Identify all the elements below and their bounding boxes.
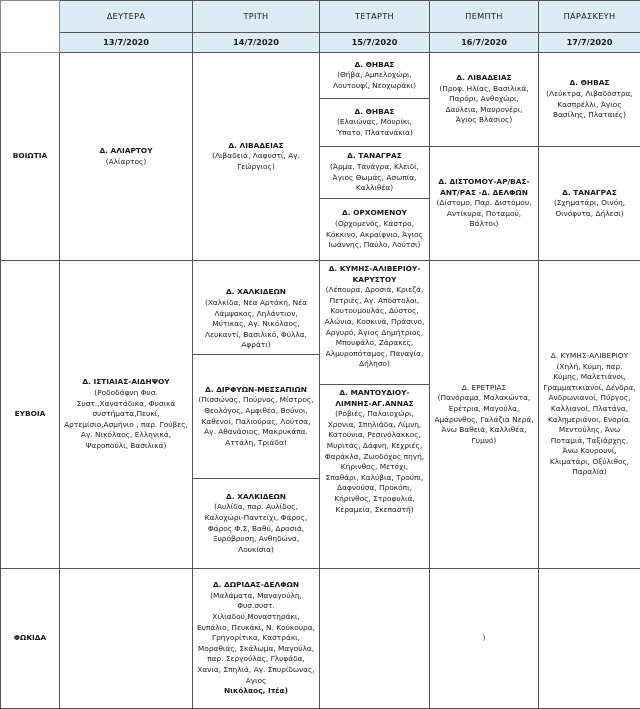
evia-fri-title: Δ. ΚΥΜΗΣ-ΑΛΙΒΕΡΙΟΥ [543, 351, 636, 362]
voiotia-wed-4-body: (Ορχομενός, Κάστρο, Κόκκινο, Ακραίφνιο, Άγιος Ιωάννης, Παύλο, Λούτσι) [324, 219, 425, 251]
evia-tue-2-title: Δ. ΔΙΡΦΥΩΝ-ΜΕΣΣΑΠΙΩΝ [197, 385, 315, 396]
evia-wed-2-body: (Ροβιές, Παλαιοχώρι, Χρονια, Σπηλιάδα, Λίμνη, Κατούνια, Ρεσινόλακκος, Μυριτάς, Δάφνη, Κεχριές, Φαράκλα, Ζωοδόχος πηγή, Κήρινθος, Μετόχι, Σπαθάρι, Καλύβια, Τρούπι, Δαφνούσα, Προκόπι, Κήρινθος, Στροφυλιά, Κεραμεία, Σκεπαστή) [324, 409, 425, 515]
evia-tue-cell-3 [193, 479, 320, 569]
region-evia: ΕΥΒΟΙΑ [1, 261, 60, 569]
day-thursday: ΠΕΜΠΤΗ [430, 1, 539, 33]
voiotia-fri-1-title: Δ. ΘΗΒΑΣ [543, 78, 636, 89]
region-voiotia: ΒΟΙΩΤΙΑ [1, 53, 60, 261]
voiotia-wed-4-title: Δ. ΟΡΧΟΜΕΝΟΥ [324, 208, 425, 219]
fokida-tuesday-cell [193, 569, 320, 709]
evia-tue-1-title: Δ. ΧΑΛΚΙΔΕΩΝ [197, 287, 315, 298]
day-friday: ΠΑΡΑΣΚΕΥΗ [539, 1, 640, 33]
corner-cell [1, 1, 60, 53]
fokida-tue-body-end: Νικόλαος, Ιτέα) [197, 686, 315, 697]
voiotia-thu-cell-1 [430, 53, 539, 147]
voiotia-tue-body: (Λιβαδειά, Λαφυστί, Αγ. Γεώργιος) [197, 151, 315, 172]
voiotia-thu-2-title: Δ. ΔΙΣΤΟΜΟΥ-ΑΡ/ΒΑΣ-ΑΝΤ/ΡΑΣ -Δ. ΔΕΛΦΩΝ [434, 177, 534, 198]
fokida-thursday-cell [430, 569, 539, 709]
evia-thu-title: Δ. ΕΡΕΤΡΙΑΣ [434, 383, 534, 394]
fokida-wednesday-cell [320, 569, 430, 709]
voiotia-wed-cell-3 [320, 147, 430, 199]
day-monday: ΔΕΥΤΕΡΑ [60, 1, 193, 33]
voiotia-row [1, 53, 640, 99]
day-wednesday: ΤΕΤΑΡΤΗ [320, 1, 430, 33]
day-header-row [1, 1, 640, 33]
voiotia-wed-1-title: Δ. ΘΗΒΑΣ [324, 60, 425, 71]
evia-monday-cell [60, 261, 193, 569]
evia-wed-2-title: Δ. ΜΑΝΤΟΥΔΙΟΥ-ΛΙΜΝΗΣ-ΑΓ.ΑΝΝΑΣ [324, 388, 425, 409]
date-header-row [1, 33, 640, 53]
voiotia-thu-2-body: (Δίστομο, Παρ. Διστόμου, Αντίκυρα, Ποταμού, Βάλτοι) [434, 198, 534, 230]
evia-row [1, 261, 640, 355]
voiotia-fri-2-body: (Σχηματάρι, Οινόη, Οινόφυτα, Δήλεσι) [543, 198, 636, 219]
voiotia-tue-title: Δ. ΛΙΒΑΔΕΙΑΣ [197, 141, 315, 152]
fokida-tue-title: Δ. ΔΩΡΙΔΑΣ-ΔΕΛΦΩΝ [197, 580, 315, 591]
voiotia-fri-2-title: Δ. ΤΑΝΑΓΡΑΣ [543, 188, 636, 199]
evia-mon-title: Δ. ΙΣΤΙΑΙΑΣ-ΑΙΔΗΨΟΥ [64, 377, 188, 388]
voiotia-wed-2-title: Δ. ΘΗΒΑΣ [324, 107, 425, 118]
evia-wed-cell-1 [320, 261, 430, 385]
evia-wed-1-title: Δ. ΚΥΜΗΣ-ΑΛΙΒΕΡΙΟΥ-ΚΑΡΥΣΤΟΥ [324, 264, 425, 285]
evia-friday-cell [539, 261, 640, 569]
fokida-tue-body: (Μαλάματα, Μαναγούλη, Φυσ.συστ. Χιλιαδού,Μοναστηράκι, Ευπάλιο, Πευκάκι, Ν. Κούκουρα, Γρηγορίτικα, Καστράκι, Μοραθιάς, Σκάλωμα, Μαγούλα, παρ. Σεργούλας, Γλυφάδα, Χανια, Σπηλιά, Αγ. Σπυρίδωνας, Αγιος [197, 591, 315, 686]
voiotia-fri-cell-1 [539, 53, 640, 147]
day-tuesday: ΤΡΙΤΗ [193, 1, 320, 33]
date-monday: 13/7/2020 [60, 33, 193, 53]
evia-thu-body: (Πανόραμα, Μαλακώντα, Ερέτρια, Μαγούλα, Αμάρυνθος, Γαλάζια Νερά, Άνω Βαθειά, Καλλιθέα, Γυμνό) [434, 393, 534, 446]
voiotia-wed-2-body: (Ελαιώνας, Μουρίκι, Ύπατο, Πλατανάκια) [324, 117, 425, 138]
evia-mon-body: (Ροδοδάφνη Φυσ. Συστ.,Χανατάδικα, Φυσικά συστήματα,Πευκί, Αρτεμίσιο,Ασμήνιο , παρ. Γούβες, Αγ. Νικόλαος, Ελληνικά, Ψαροπούλι, Βασιλικά) [64, 388, 188, 452]
voiotia-wed-cell-1 [320, 53, 430, 99]
voiotia-thu-1-body: (Προφ. Ηλίας, Βασιλικά, Παρόρι, Ανθοχώρι, Δαύλεια, Μαυρονέρι, Άγιος Βλάσιος) [434, 84, 534, 126]
date-tuesday: 14/7/2020 [193, 33, 320, 53]
evia-tue-3-body: (Αυλίδα, παρ. Αυλίδος, Καλοχώρι-Παντείχι, Φάρος, Φάρος Φ.Σ, Βαθύ, Δροσιά, Ξυρόβρυση, Ανθηδώνα, Λουκίσια) [197, 502, 315, 555]
evia-fri-body: (Χηλή, Κύμη, παρ. Κύμης, Μαλετιάνοι, Γραμματικιανοί, Δένδρα, Ανδρωνιανοί, Πύργος, Καλλιανοί, Πλατάνα, Καλημεριάνοι, Ενορία, Μεντούλης, Άνω Ποταμιά, Ταξιάρχης, Άνω Κουρουνί, Κλιματάρι, Οξύλιθος, Παραλία) [543, 362, 636, 479]
voiotia-wed-3-title: Δ. ΤΑΝΑΓΡΑΣ [324, 151, 425, 162]
evia-tue-3-title: Δ. ΧΑΛΚΙΔΕΩΝ [197, 492, 315, 503]
date-friday: 17/7/2020 [539, 33, 640, 53]
voiotia-mon-body: (Αλίαρτος) [64, 157, 188, 168]
fokida-friday-cell [539, 569, 640, 709]
voiotia-monday-cell [60, 53, 193, 261]
voiotia-wed-1-body: (Θήβα, Αμπελοχώρι, Λουτουφί, Νεοχωράκι) [324, 70, 425, 91]
evia-wed-1-body: (Λέπουρα, Δροσιά, Κριεζά, Πετριές, Αγ. Απόστολοι, Κουτουμουλάς, Δύστος, Αλώνια, Κοσκινά, Πράσινο, Αργυρό, Άγιος Δημήτριος, Μπουφάλο, Ζάρακες, Αλμυροπόταμος, Παναγία, Δήλησο) [324, 285, 425, 370]
voiotia-fri-1-body: (Λεύκτρα, Λιβαδόστρα, Κασπρέλλι, Άγιος Βασίλης, Πλαταιές) [543, 89, 636, 121]
fokida-row [1, 569, 640, 709]
evia-tue-2-body: (Πισσώνας, Πούρνος, Μίστρος, Θεολόγος, Αμφιθέα, Βούνοι, Καθενοί, Παλιούρας, Λούτσα, Αγ. Αθανάσιος, Μακρυκάπα. Αττάλη, Τριάδα) [197, 395, 315, 448]
voiotia-mon-title: Δ. ΑΛΙΑΡΤΟΥ [64, 146, 188, 157]
evia-tue-cell-2 [193, 355, 320, 479]
voiotia-fri-cell-2 [539, 147, 640, 261]
evia-wed-cell-2 [320, 385, 430, 569]
voiotia-wed-cell-2 [320, 99, 430, 147]
voiotia-tuesday-cell [193, 53, 320, 261]
fokida-monday-cell [60, 569, 193, 709]
evia-thursday-cell [430, 261, 539, 569]
evia-tue-cell-1 [193, 261, 320, 355]
region-fokida: ΦΩΚΙΔΑ [1, 569, 60, 709]
evia-tue-1-body: (Χαλκίδα, Νέα Αρτάκη, Νέα Λάμψακος, Ληλάντιον, Μύτικας, Αγ. Νικόλαος, Λευκαντί, Βασιλικό, Φύλλα, Αφράτι) [197, 298, 315, 351]
date-thursday: 16/7/2020 [430, 33, 539, 53]
voiotia-wed-3-body: (Άρμα, Τανάγρα, Κλειδί, Άγιος Θωμάς, Ασωπία, Καλλιθέα) [324, 162, 425, 194]
voiotia-thu-1-title: Δ. ΛΙΒΑΔΕΙΑΣ [434, 73, 534, 84]
date-wednesday: 15/7/2020 [320, 33, 430, 53]
voiotia-thu-cell-2 [430, 147, 539, 261]
voiotia-wed-cell-4 [320, 199, 430, 261]
fokida-thu-text: ) [483, 633, 486, 642]
